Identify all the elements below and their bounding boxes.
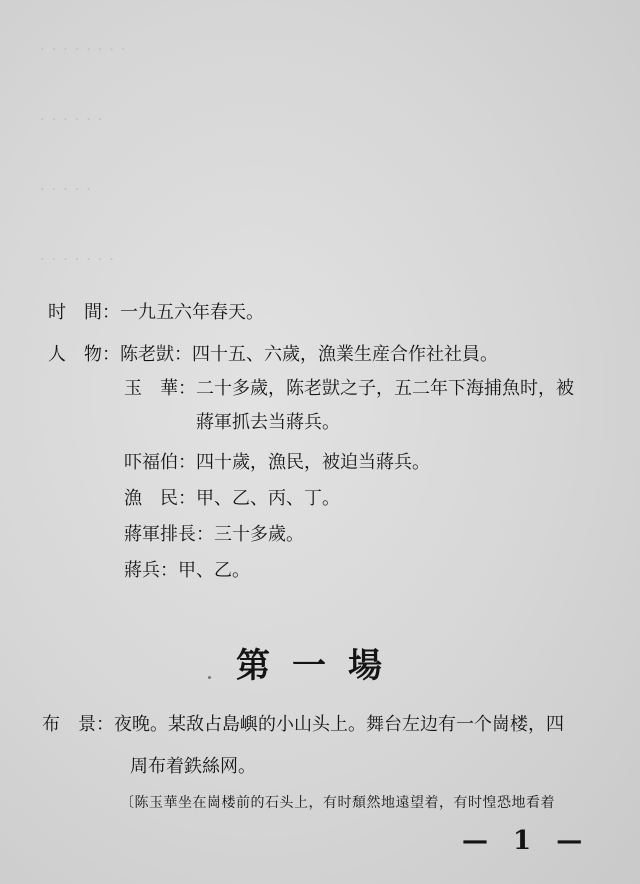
page-number: — 1 — — [462, 826, 591, 856]
bleed-through-line: · · · · · · · · — [40, 40, 127, 58]
people-label: 人 物： — [48, 344, 120, 365]
character-chen-desc: 四十五、六歲，漁業生産合作社社員。 — [192, 344, 498, 365]
character-xiafu-desc: 四十歲，漁民，被迫当蔣兵。 — [196, 452, 430, 473]
character-soldiers-desc: 甲、乙。 — [178, 560, 250, 581]
bleed-through-line: · · · · · · — [40, 110, 104, 128]
character-yuhua-row — [124, 380, 574, 398]
people-row — [48, 346, 498, 364]
bleed-through-line: · · · · · — [40, 180, 92, 198]
character-fishermen-name: 漁 民： — [124, 488, 196, 509]
character-yuhua-desc: 二十多歲，陈老獃之子，五二年下海捕魚时，被 — [196, 378, 574, 399]
character-fishermen-desc: 甲、乙、丙、丁。 — [196, 488, 340, 509]
character-platoon-desc: 三十多歲。 — [214, 524, 304, 545]
character-platoon-row — [124, 526, 304, 544]
ink-speck — [208, 676, 211, 679]
time-row — [48, 304, 264, 322]
scene-title: 第一場 — [236, 646, 404, 686]
character-soldiers-row — [124, 562, 250, 580]
stage-direction: 〔陈玉華坐在崗楼前的石头上，有时頹然地遠望着，有时惶恐地看着 — [120, 795, 555, 811]
character-yuhua-name: 玉 華： — [124, 378, 196, 399]
character-platoon-name: 蔣軍排長： — [124, 524, 214, 545]
character-yuhua-desc-cont: 蔣軍抓去当蔣兵。 — [196, 412, 340, 433]
setting-text: 夜晚。某敌占島嶼的小山头上。舞台左边有一个崗楼，四 — [114, 714, 564, 735]
setting-label: 布 景： — [42, 714, 114, 735]
time-value: 一九五六年春天。 — [120, 302, 264, 323]
character-xiafu-name: 吓福伯： — [124, 452, 196, 473]
character-xiafu-row — [124, 454, 430, 472]
character-soldiers-name: 蔣兵： — [124, 560, 178, 581]
bleed-through-line: · · · · · · · — [40, 250, 115, 268]
character-chen-name: 陈老獃： — [120, 344, 192, 365]
time-label: 时 間： — [48, 302, 120, 323]
setting-text-cont: 周布着鉄絲网。 — [130, 756, 256, 777]
setting-row — [42, 716, 564, 734]
character-fishermen-row — [124, 490, 340, 508]
